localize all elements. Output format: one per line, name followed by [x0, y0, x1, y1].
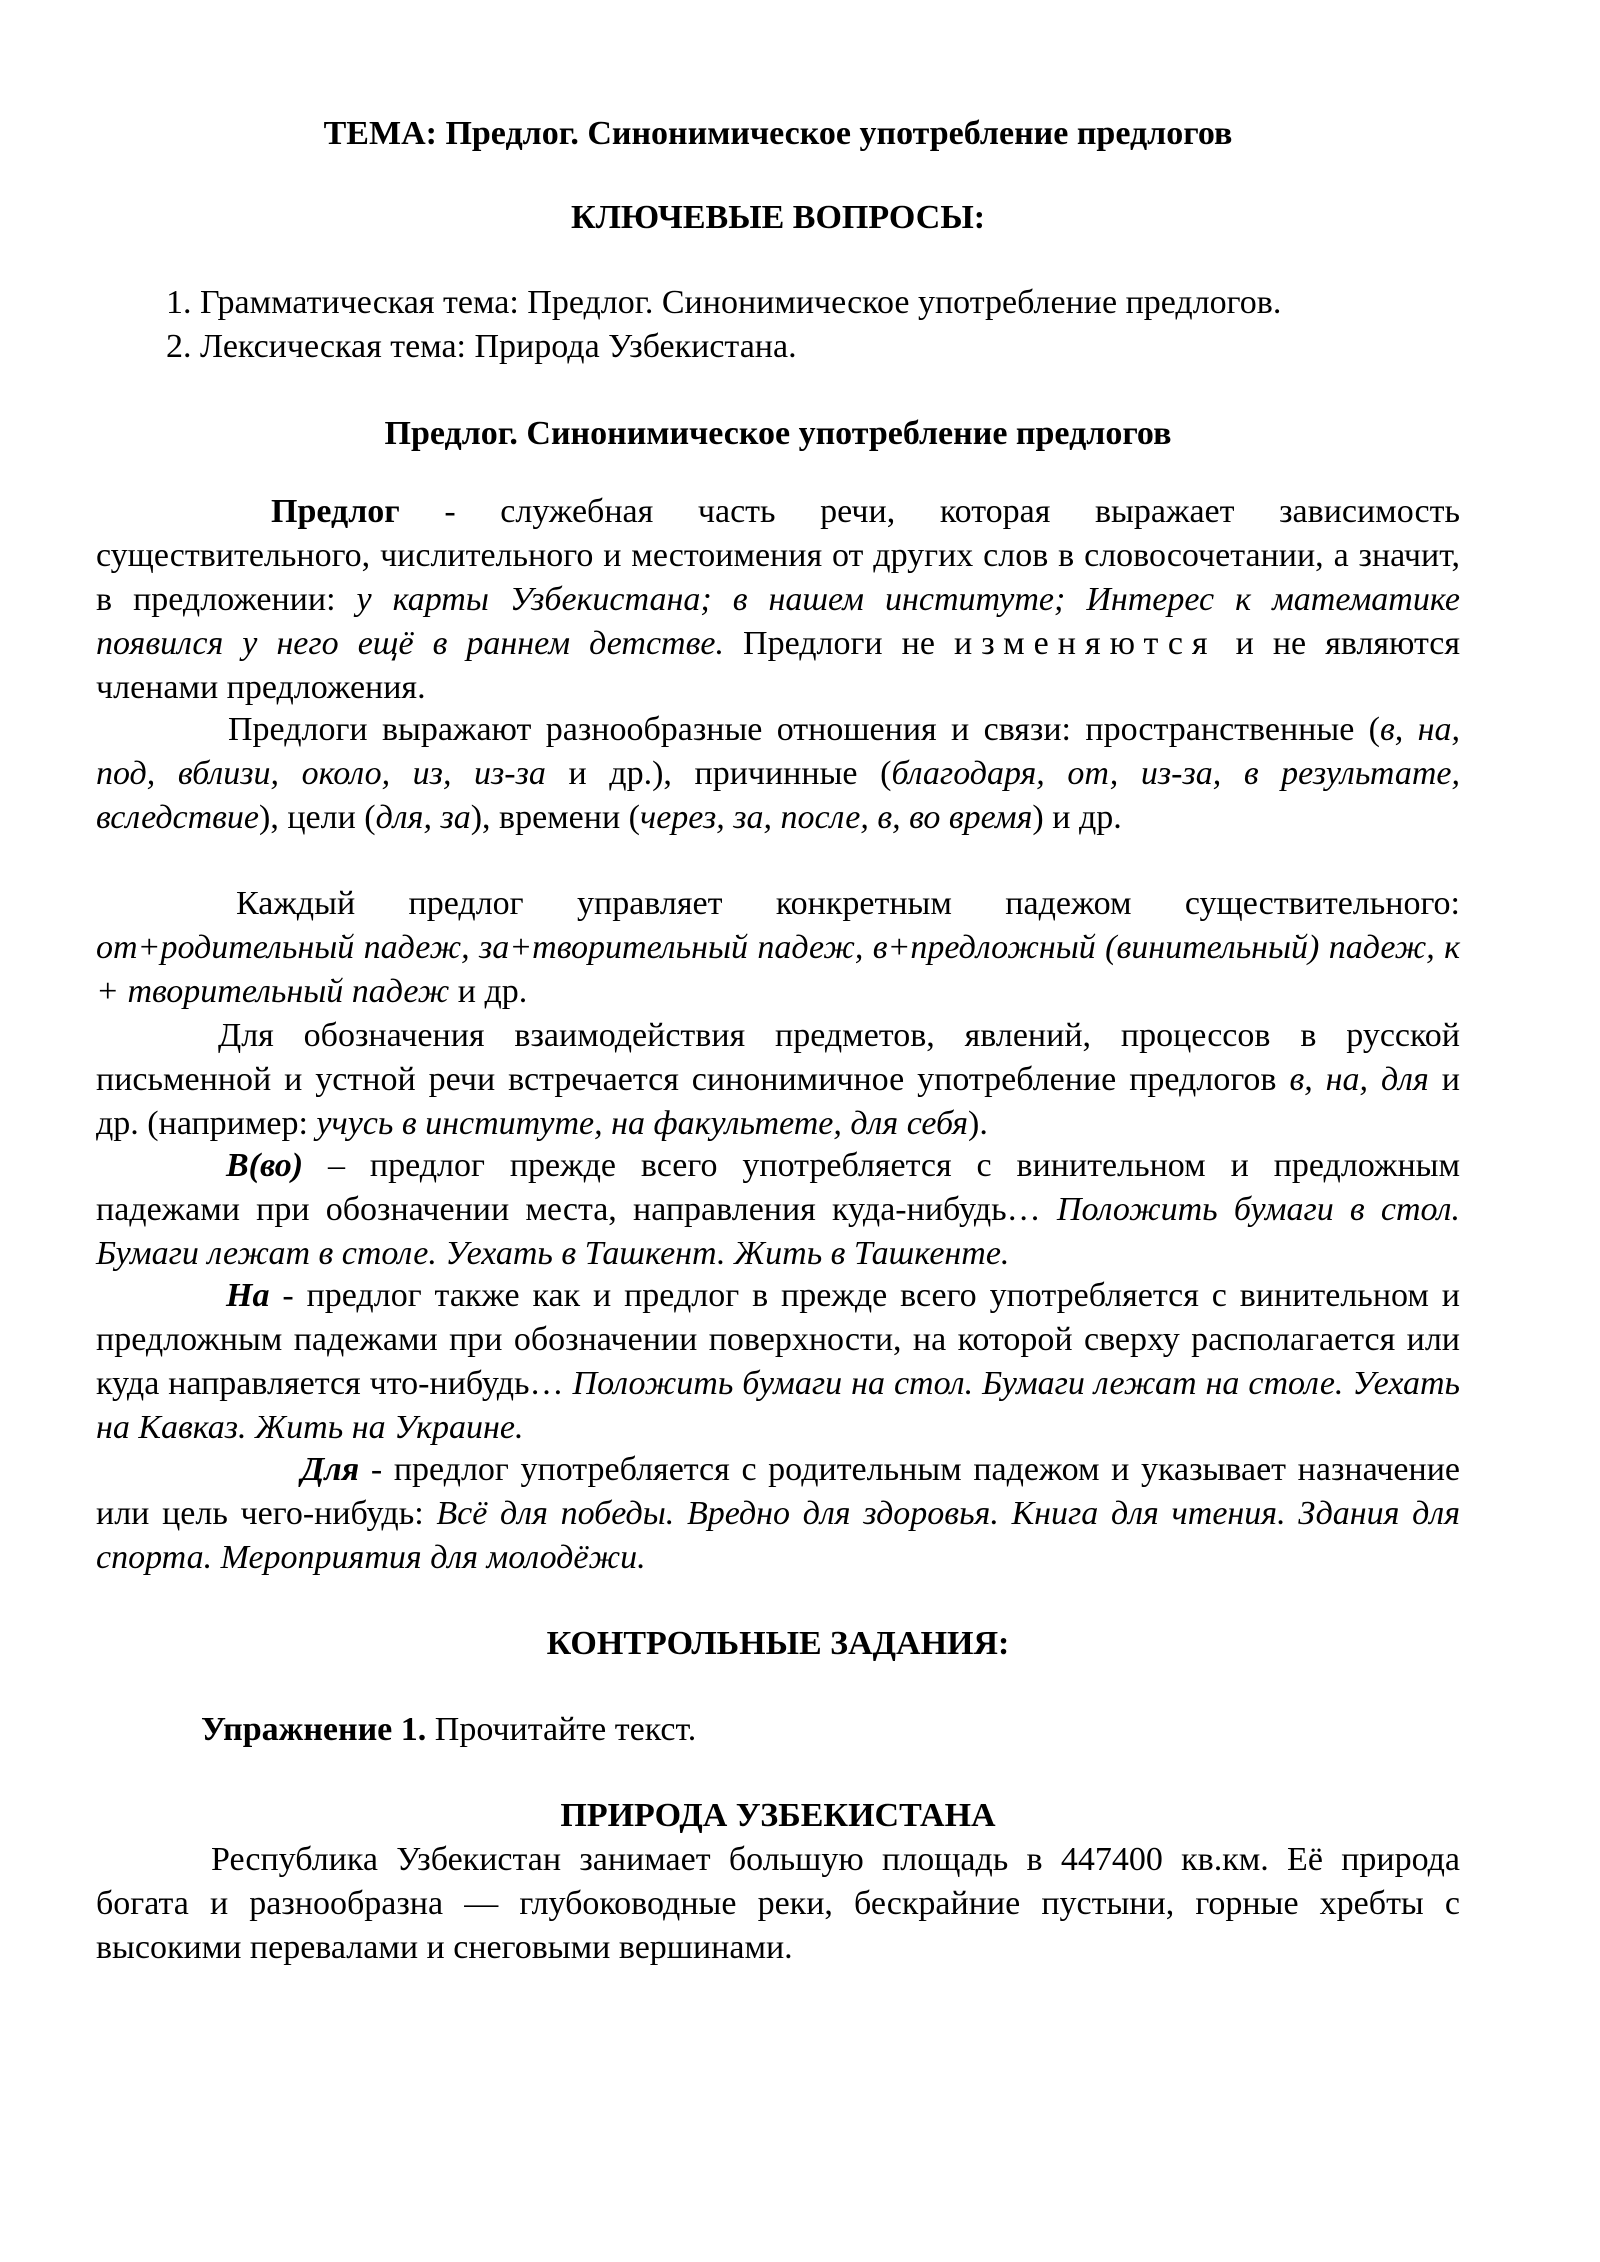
key-questions-list — [96, 281, 1460, 369]
key-question-item: 2. Лексическая тема: Природа Узбекистана. — [166, 328, 797, 365]
key-question-item: 1. Грамматическая тема: Предлог. Синонимическое употребление предлогов. — [166, 284, 1282, 321]
exercise-text: Прочитайте текст. — [426, 1711, 697, 1748]
term-dlya: Для — [301, 1451, 360, 1488]
spaced-word: изменяются — [954, 625, 1217, 662]
examples: у карты Узбекистана; в нашем институте; Интерес к математике появился у него ещё в раннем детстве. — [96, 581, 1460, 662]
paragraph-na: На - предлог также как и предлог в прежде всего употребляется с винительном и предложным падежами при обозначении поверхности, на которой сверху располагается или куда направляется что-нибудь… Положить бумаги на стол. Бумаги лежат на столе. Уехать на Кавказ. Жить на Украине. — [96, 1277, 1460, 1446]
term-predlog: Предлог — [271, 493, 400, 530]
paragraph-v-vo: В(во) – предлог прежде всего употребляется с винительном и предложным падежами при обозначении места, направления куда-нибудь… Положить бумаги в стол. Бумаги лежат в столе. Уехать в Ташкент. Жить в Ташкенте. — [96, 1147, 1460, 1272]
control-tasks-heading: КОНТРОЛЬНЫЕ ЗАДАНИЯ: — [546, 1625, 1010, 1662]
reading-text: Республика Узбекистан занимает большую площадь в 447400 кв.км. Её природа богата и разнообразна — глубоководные реки, бескрайние пустыни, горные хребты с высокими перевалами и снеговыми вершинами. — [96, 1841, 1460, 1966]
term-v-vo: В(во) — [226, 1147, 304, 1184]
term-na: На — [226, 1277, 270, 1314]
paragraph-relations: Предлоги выражают разнообразные отношения и связи: пространственные (в, на, под, вблизи, около, из, из-за и др.), причинные (благодаря, от, из-за, в результате, вследствие), цели (для, за), времени (через, за, после, в, во время) и др. — [96, 711, 1460, 836]
paragraph-cases: Каждый предлог управляет конкретным падежом существительного: от+родительный падеж, за+творительный падеж, в+предложный (винительный) падеж, к + творительный падеж и др. — [96, 885, 1460, 1010]
paragraph-definition: Предлог - служебная часть речи, которая выражает зависимость существительного, числительного и местоимения от других слов в словосочетании, а значит, в предложении: у карты Узбекистана; в нашем институте; Интерес к математике появился у него ещё в раннем детстве. Предлоги не изменяются и не являются членами предложения. — [96, 493, 1461, 706]
paragraph-dlya: Для - предлог употребляется с родительным падежом и указывает назначение или цель чего-нибудь: Всё для победы. Вредно для здоровья. Книга для чтения. Здания для спорта. Мероприятия для молодёжи. — [96, 1451, 1460, 1576]
paragraph-synonyms: Для обозначения взаимодействия предметов, явлений, процессов в русской письменной и устной речи встречается синонимичное употребление предлогов в, на, для и др. (например: учусь в институте, на факультете, для себя). — [96, 1017, 1460, 1142]
reading-title: ПРИРОДА УЗБЕКИСТАНА — [560, 1797, 996, 1834]
page-title: ТЕМА: Предлог. Синонимическое употребление предлогов — [323, 115, 1233, 152]
section-heading: Предлог. Синонимическое употребление предлогов — [384, 415, 1172, 452]
exercise-label: Упражнение 1. — [201, 1711, 427, 1748]
exercise-1 — [96, 1708, 1565, 1752]
key-questions-heading: КЛЮЧЕВЫЕ ВОПРОСЫ: — [570, 199, 986, 236]
